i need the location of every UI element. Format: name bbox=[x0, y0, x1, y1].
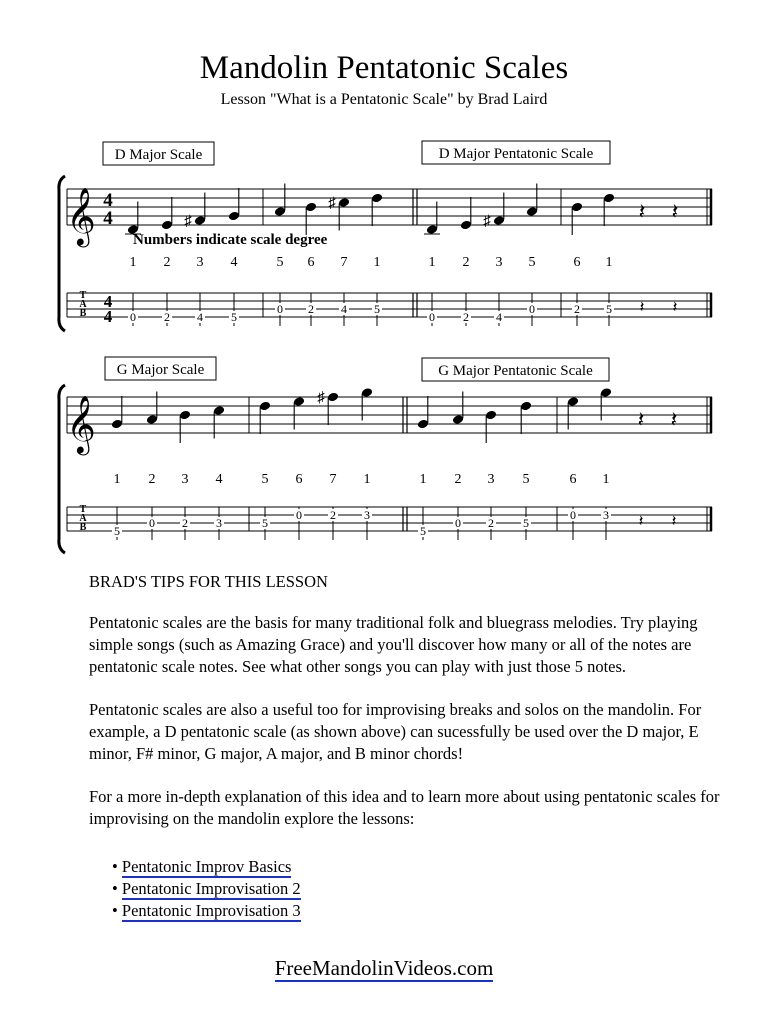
fret-number: 0 bbox=[277, 302, 283, 316]
fret-number: 2 bbox=[574, 302, 580, 316]
fret-number: 4 bbox=[496, 310, 502, 324]
tips-paragraph-2: Pentatonic scales are also a useful too for improvising breaks and solos on the mandolin. For example, a D pentatonic scale (as shown above) can sucessfully be used over the D major, E minor, F# minor, G major, A major, and B minor chords! bbox=[89, 700, 702, 763]
scale-label: G Major Scale bbox=[116, 362, 205, 378]
scale-degree-number: 1 bbox=[129, 255, 137, 270]
scale-degree-number: 1 bbox=[605, 255, 613, 270]
list-item bbox=[112, 856, 729, 878]
scale-degree-number: 4 bbox=[215, 472, 223, 487]
fret-number: 2 bbox=[182, 516, 188, 530]
scale-degree-number: 1 bbox=[363, 472, 371, 487]
fret-number: 0 bbox=[296, 508, 302, 522]
scale-degree-number: 6 bbox=[295, 472, 303, 487]
system-bracket bbox=[59, 176, 65, 331]
tab-rest-icon: 𝄽 bbox=[671, 513, 677, 530]
fret-number: 5 bbox=[114, 524, 120, 538]
scale-degree-number: 3 bbox=[196, 255, 204, 270]
quarter-rest-icon: 𝄽 bbox=[670, 407, 678, 432]
scale-degree-number: 6 bbox=[569, 472, 577, 487]
tab-clef-letter: B bbox=[79, 522, 87, 533]
scale-degree-number: 5 bbox=[528, 255, 536, 270]
time-signature-top: 4 bbox=[103, 190, 113, 211]
tab-rest-icon: 𝄽 bbox=[638, 513, 644, 530]
link-pentatonic-improvisation-2[interactable]: Pentatonic Improvisation 2 bbox=[121, 879, 301, 898]
tab-rest-icon: 𝄽 bbox=[639, 299, 645, 316]
footer bbox=[0, 956, 768, 981]
list-item bbox=[112, 878, 729, 900]
fret-number: 5 bbox=[523, 516, 529, 530]
fret-number: 5 bbox=[420, 524, 426, 538]
tab-clef-letter: T bbox=[79, 290, 87, 301]
tips-paragraph-1: Pentatonic scales are the basis for many traditional folk and bluegrass melodies. Try playing simple songs (such as Amazing Grace) and you'll discover how many or all of the notes are pentatonic scale notes. See what other songs you can play with just those 5 notes. bbox=[89, 613, 698, 676]
tab-clef-letter: B bbox=[79, 308, 87, 319]
fret-number: 5 bbox=[374, 302, 380, 316]
fret-number: 2 bbox=[488, 516, 494, 530]
tab-time-top: 4 bbox=[103, 292, 113, 311]
scale-degree-number: 5 bbox=[522, 472, 530, 487]
system-bracket bbox=[59, 385, 65, 553]
fret-number: 2 bbox=[308, 302, 314, 316]
bullet: • bbox=[112, 901, 118, 920]
scale-degree-number: 2 bbox=[163, 255, 171, 270]
fret-number: 0 bbox=[130, 310, 136, 324]
fret-number: 5 bbox=[262, 516, 268, 530]
bullet: • bbox=[112, 857, 118, 876]
scale-degree-number: 3 bbox=[181, 472, 189, 487]
tab-clef-letter: A bbox=[79, 513, 87, 524]
scale-degree-number: 6 bbox=[307, 255, 315, 270]
scale-degree-number: 7 bbox=[340, 255, 348, 270]
scale-degree-number: 5 bbox=[261, 472, 269, 487]
fret-number: 2 bbox=[330, 508, 336, 522]
tips-heading: BRAD'S TIPS FOR THIS LESSON bbox=[89, 572, 328, 591]
bullet: • bbox=[112, 879, 118, 898]
scale-degree-number: 2 bbox=[462, 255, 470, 270]
scale-degree-number: 3 bbox=[495, 255, 503, 270]
link-pentatonic-improv-basics[interactable]: Pentatonic Improv Basics bbox=[121, 857, 292, 876]
scale-degree-number: 7 bbox=[329, 472, 337, 487]
fret-number: 0 bbox=[149, 516, 155, 530]
tips-section bbox=[89, 571, 729, 922]
scale-label: D Major Pentatonic Scale bbox=[438, 146, 594, 162]
fret-number: 2 bbox=[463, 310, 469, 324]
treble-clef-icon: 𝄞 bbox=[66, 188, 96, 244]
fret-number: 3 bbox=[364, 508, 370, 522]
lesson-subtitle: Lesson "What is a Pentatonic Scale" by Brad Laird bbox=[220, 91, 548, 108]
list-item bbox=[112, 900, 729, 922]
scale-label: G Major Pentatonic Scale bbox=[438, 363, 593, 379]
treble-clef-icon: 𝄞 bbox=[66, 396, 96, 452]
scale-degree-number: 6 bbox=[573, 255, 581, 270]
sharp-sign: ♯ bbox=[328, 195, 336, 212]
fret-number: 3 bbox=[603, 508, 609, 522]
fret-number: 3 bbox=[216, 516, 222, 530]
site-link[interactable]: FreeMandolinVideos.com bbox=[274, 956, 494, 980]
tab-rest-icon: 𝄽 bbox=[672, 299, 678, 316]
scale-degree-annotation: Numbers indicate scale degree bbox=[133, 232, 328, 248]
quarter-rest-icon: 𝄽 bbox=[637, 407, 645, 432]
scale-degree-number: 2 bbox=[148, 472, 156, 487]
fret-number: 0 bbox=[455, 516, 461, 530]
quarter-rest-icon: 𝄽 bbox=[671, 199, 679, 224]
scale-degree-number: 1 bbox=[419, 472, 427, 487]
scale-degree-number: 1 bbox=[113, 472, 121, 487]
tips-paragraph-3: For a more in-depth explanation of this idea and to learn more about using pentatonic scales for improvising on the mandolin explore the lessons: bbox=[89, 787, 720, 828]
scale-degree-number: 1 bbox=[428, 255, 436, 270]
fret-number: 0 bbox=[570, 508, 576, 522]
lesson-links-list bbox=[89, 856, 729, 922]
scale-label: D Major Scale bbox=[114, 147, 203, 163]
scale-degree-number: 3 bbox=[487, 472, 495, 487]
scale-degree-number: 5 bbox=[276, 255, 284, 270]
scale-degree-number: 1 bbox=[602, 472, 610, 487]
fret-number: 4 bbox=[341, 302, 347, 316]
link-pentatonic-improvisation-3[interactable]: Pentatonic Improvisation 3 bbox=[121, 901, 301, 920]
sharp-sign: ♯ bbox=[184, 213, 192, 230]
page-title: Mandolin Pentatonic Scales bbox=[199, 50, 569, 86]
tab-time-bottom: 4 bbox=[103, 307, 113, 326]
tab-clef-letter: A bbox=[79, 299, 87, 310]
fret-number: 2 bbox=[164, 310, 170, 324]
fret-number: 5 bbox=[606, 302, 612, 316]
scale-degree-number: 4 bbox=[230, 255, 238, 270]
fret-number: 5 bbox=[231, 310, 237, 324]
scale-degree-number: 1 bbox=[373, 255, 381, 270]
sharp-sign: ♯ bbox=[483, 213, 491, 230]
sharp-sign: ♯ bbox=[317, 390, 325, 406]
tab-clef-letter: T bbox=[79, 504, 87, 515]
time-signature-bottom: 4 bbox=[103, 208, 113, 229]
fret-number: 4 bbox=[197, 310, 203, 324]
quarter-rest-icon: 𝄽 bbox=[638, 199, 646, 224]
fret-number: 0 bbox=[429, 310, 435, 324]
fret-number: 0 bbox=[529, 302, 535, 316]
scale-degree-number: 2 bbox=[454, 472, 462, 487]
